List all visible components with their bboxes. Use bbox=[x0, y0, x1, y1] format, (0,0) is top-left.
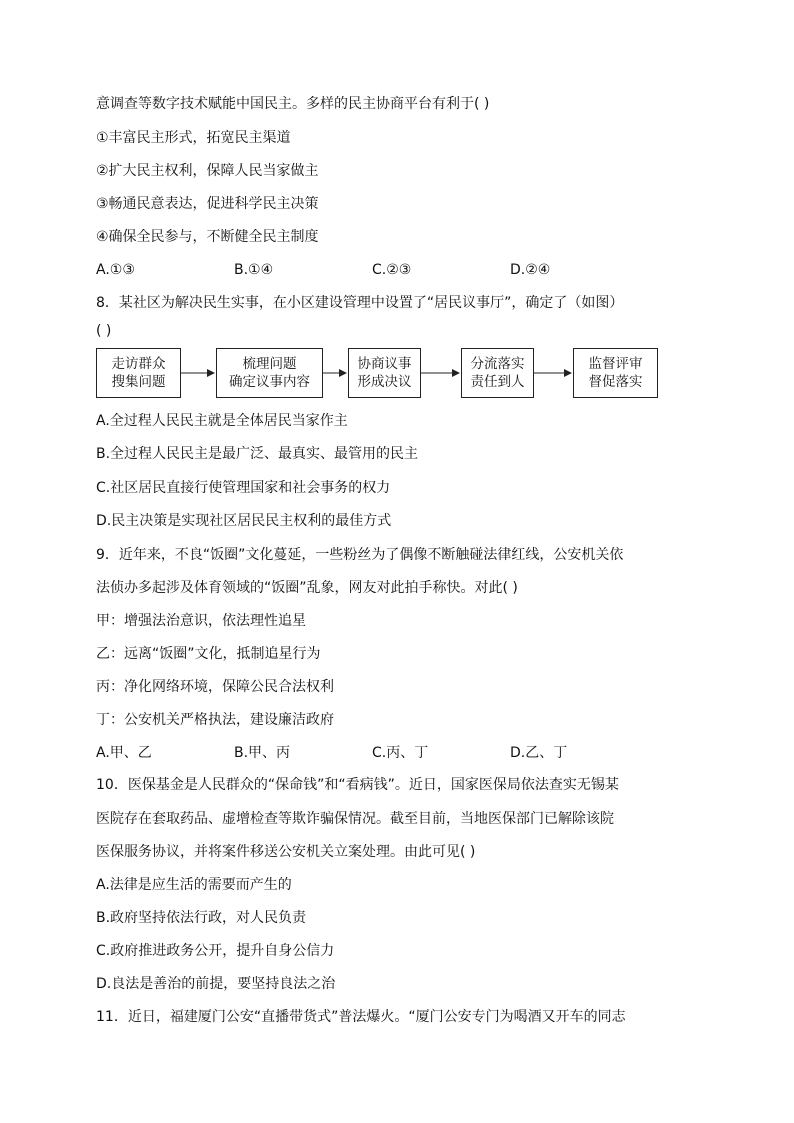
q9-item-1: 甲：增强法治意识，依法理性追星 bbox=[96, 613, 306, 629]
flow-step-4-line1: 分流落实 bbox=[470, 356, 525, 372]
q9-option-b: B.甲、丙 bbox=[234, 745, 291, 761]
q7-item-1: ①丰富民主形式，拓宽民主渠道 bbox=[96, 130, 291, 146]
q8-flowchart bbox=[96, 348, 660, 400]
q10-stem-line3: 医保服务协议，并将案件移送公安机关立案处理。由此可见( ) bbox=[96, 844, 476, 860]
q9-item-3: 丙：净化网络环境，保障公民合法权利 bbox=[96, 679, 334, 695]
flow-step-4 bbox=[461, 348, 534, 398]
q9-option-c: C.丙、丁 bbox=[372, 745, 429, 761]
q10-option-b: B.政府坚持依法行政，对人民负责 bbox=[96, 910, 307, 926]
q8-option-d: D.民主决策是实现社区居民民主权利的最佳方式 bbox=[96, 513, 392, 529]
flow-step-3 bbox=[348, 348, 421, 398]
q9-stem-line2: 法侦办多起涉及体育领域的“饭圈”乱象，网友对此拍手称快。对此( ) bbox=[96, 580, 518, 596]
flow-step-3-line2: 形成决议 bbox=[357, 374, 412, 390]
flow-step-1-line1: 走访群众 bbox=[111, 356, 166, 372]
q8-option-c: C.社区居民直接行使管理国家和社会事务的权力 bbox=[96, 480, 391, 496]
flow-step-2 bbox=[216, 348, 323, 398]
q7-option-c: C.②③ bbox=[372, 262, 412, 278]
q10-option-d: D.良法是善治的前提，要坚持良法之治 bbox=[96, 976, 336, 992]
q8-stem-line2: ( ) bbox=[96, 323, 112, 339]
q10-stem-line1: 10．医保基金是人民群众的“保命钱”和“看病钱”。近日，国家医保局依法查实无锡某 bbox=[96, 777, 619, 793]
q8-option-a: A.全过程人民民主就是全体居民当家作主 bbox=[96, 413, 348, 429]
q7-option-a: A.①③ bbox=[96, 262, 135, 278]
q10-option-c: C.政府推进政务公开，提升自身公信力 bbox=[96, 943, 335, 959]
flow-step-5-line2: 督促落实 bbox=[588, 374, 643, 390]
flow-step-1 bbox=[96, 348, 181, 398]
q10-stem-line2: 医院存在套取药品、虚增检查等欺诈骗保情况。截至目前，当地医保部门已解除该院 bbox=[96, 811, 614, 827]
flow-step-4-line2: 责任到人 bbox=[470, 374, 525, 390]
q7-option-d: D.②④ bbox=[510, 262, 551, 278]
flow-step-2-line2: 确定议事内容 bbox=[229, 374, 310, 390]
q9-item-4: 丁：公安机关严格执法，建设廉洁政府 bbox=[96, 712, 334, 728]
q7-item-3: ③畅通民意表达，促进科学民主决策 bbox=[96, 196, 319, 212]
q7-item-4: ④确保全民参与，不断健全民主制度 bbox=[96, 229, 319, 245]
q8-stem-line1: 8．某社区为解决民生实事，在小区建设管理中设置了“居民议事厅”，确定了（如图） bbox=[96, 295, 624, 311]
q10-option-a: A.法律是应生活的需要而产生的 bbox=[96, 877, 292, 893]
q9-option-d: D.乙、丁 bbox=[510, 745, 568, 761]
q9-option-a: A.甲、乙 bbox=[96, 745, 152, 761]
q9-item-2: 乙：远离“饭圈”文化，抵制追星行为 bbox=[96, 646, 321, 662]
flow-step-3-line1: 协商议事 bbox=[357, 356, 412, 372]
flow-step-5-line1: 监督评审 bbox=[588, 356, 643, 372]
q9-stem-line1: 9．近年来，不良“饭圈”文化蔓延，一些粉丝为了偶像不断触碰法律红线，公安机关依 bbox=[96, 547, 624, 563]
flow-step-2-line1: 梳理问题 bbox=[242, 356, 297, 372]
q8-option-b: B.全过程人民民主是最广泛、最真实、最管用的民主 bbox=[96, 446, 419, 462]
q11-stem-line1: 11．近日，福建厦门公安“直播带货式”普法爆火。“厦门公安专门为喝酒又开车的同志 bbox=[96, 1009, 626, 1025]
q7-stem: 意调查等数字技术赋能中国民主。多样的民主协商平台有利于( ) bbox=[96, 96, 490, 112]
flow-step-5 bbox=[573, 348, 658, 398]
q7-item-2: ②扩大民主权利，保障人民当家做主 bbox=[96, 163, 319, 179]
q7-option-b: B.①④ bbox=[234, 262, 274, 278]
flow-step-1-line2: 搜集问题 bbox=[111, 374, 166, 390]
